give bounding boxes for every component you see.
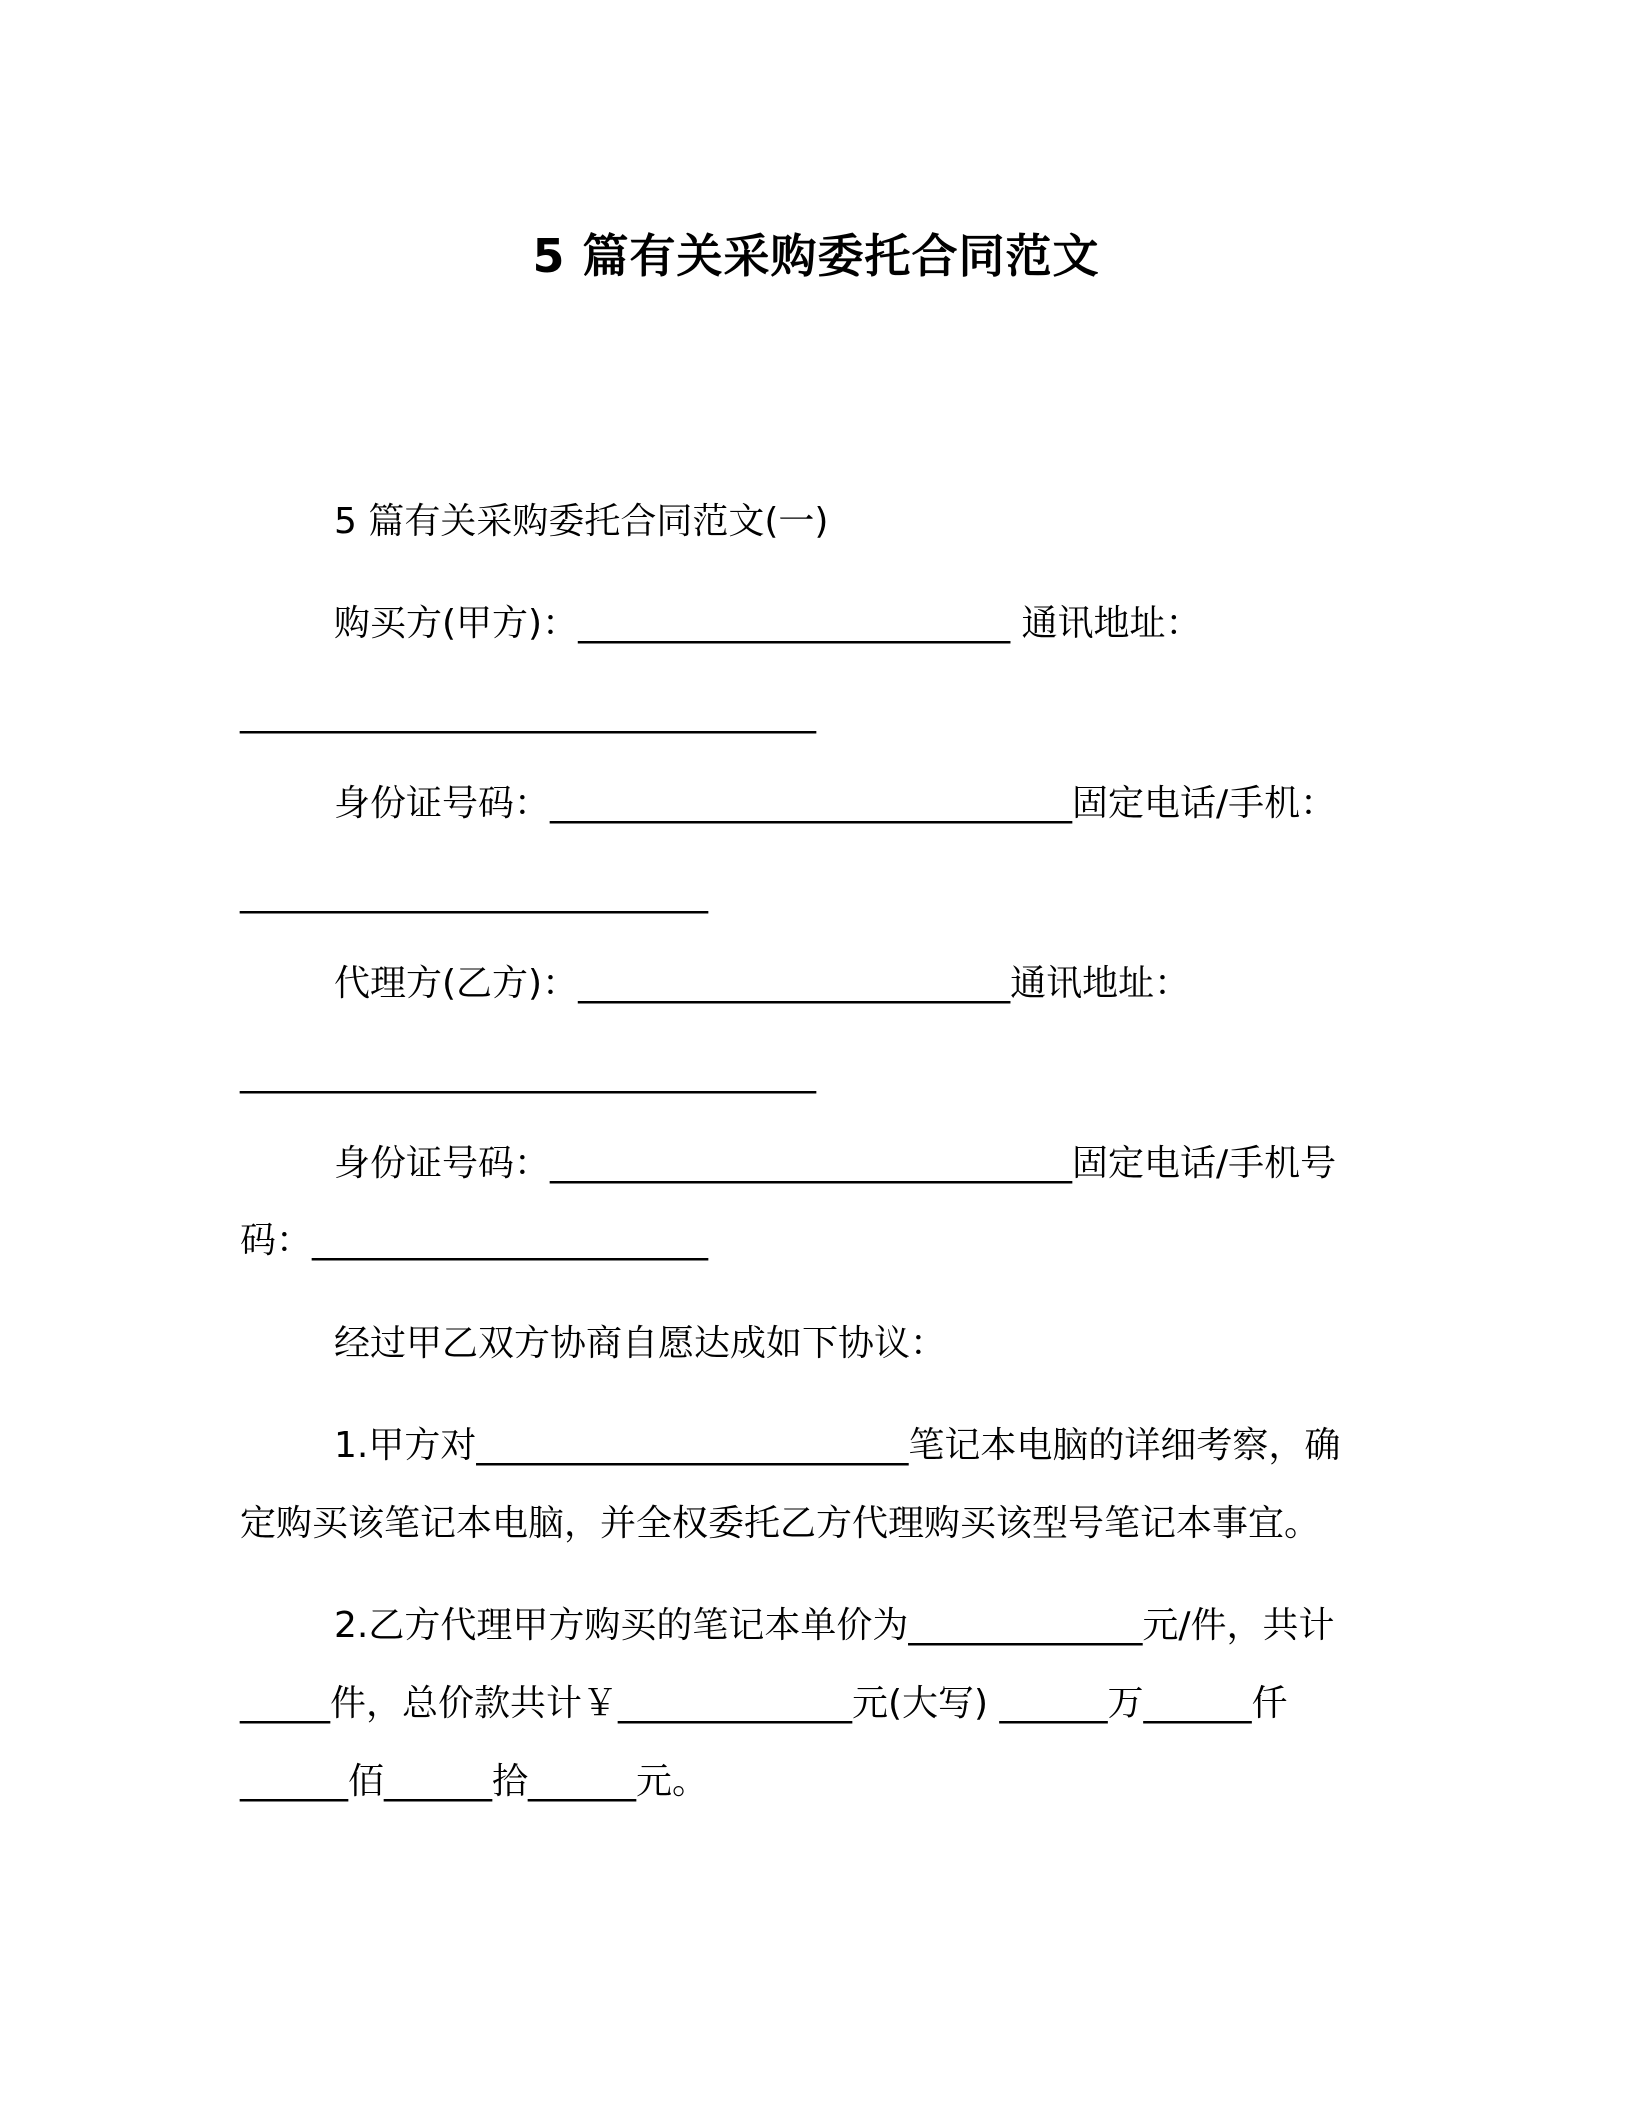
clause-1-line-1: 1.甲方对________________________笔记本电脑的详细考察，确 (334, 1425, 1341, 1466)
agent-phone-line: 码：______________________ (240, 1220, 709, 1261)
clause-2-line-3: ______佰______拾______元。 (240, 1761, 709, 1802)
agent-party-line: 代理方(乙方)：________________________通讯地址： (334, 963, 1191, 1004)
buyer-id-line: 身份证号码：_____________________________固定电话/手机： (334, 783, 1337, 824)
clause-1-line-2: 定购买该笔记本电脑，并全权委托乙方代理购买该型号笔记本事宜。 (240, 1503, 1321, 1544)
section-heading: 5 篇有关采购委托合同范文(一) (334, 501, 829, 542)
agreement-intro: 经过甲乙双方协商自愿达成如下协议： (334, 1323, 947, 1364)
agent-address-blank: ________________________________ (240, 1053, 816, 1094)
clause-2-line-1: 2.乙方代理甲方购买的笔记本单价为_____________元/件，共计 (334, 1605, 1335, 1646)
buyer-party-line: 购买方(甲方)：________________________ 通讯地址： (334, 603, 1202, 644)
buyer-phone-blank: __________________________ (240, 873, 708, 914)
agent-id-line: 身份证号码：_____________________________固定电话/手机号 (334, 1143, 1337, 1184)
document-title: 5 篇有关采购委托合同范文 (532, 229, 1100, 283)
buyer-address-blank: ________________________________ (240, 693, 816, 734)
clause-2-line-2: _____件，总价款共计￥_____________元(大写) ______万______仟 (240, 1683, 1288, 1724)
